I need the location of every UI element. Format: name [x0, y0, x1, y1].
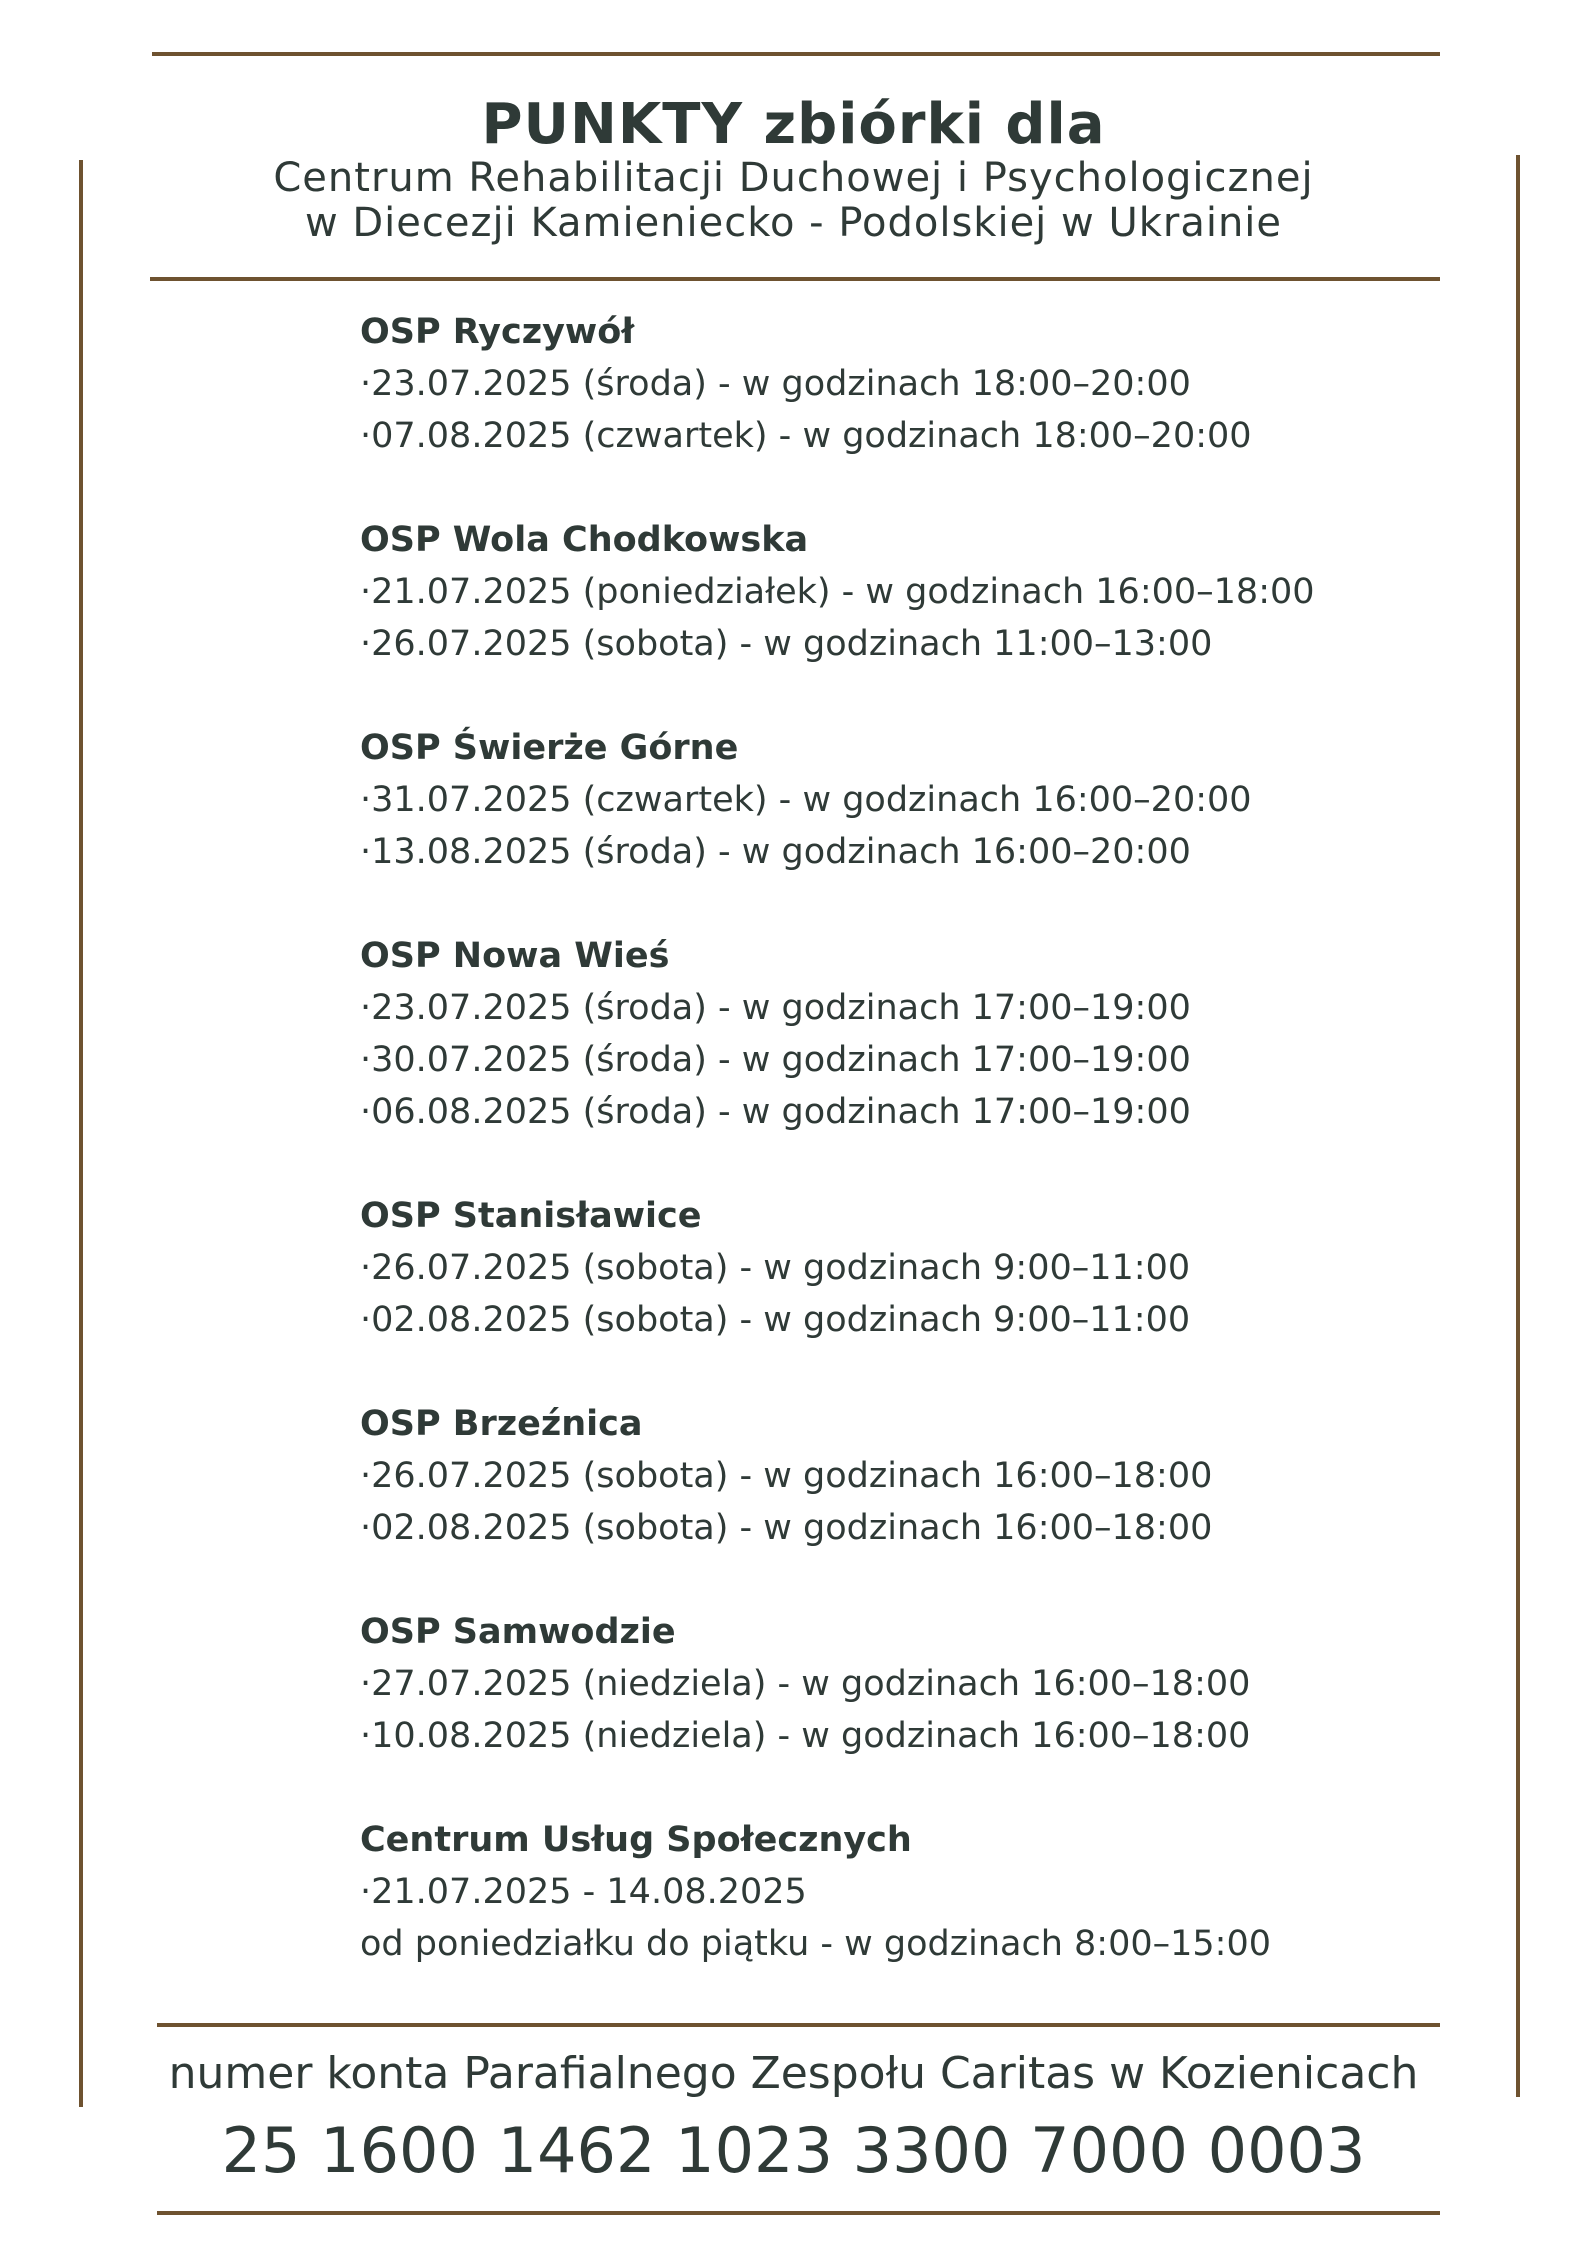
collection-date-line: ·13.08.2025 (środa) - w godzinach 16:00–20:00	[360, 832, 1191, 872]
collection-point-name: OSP Stanisławice	[360, 1196, 702, 1236]
collection-point	[360, 306, 1410, 462]
collection-date-line: od poniedziałku do piątku - w godzinach 8:00–15:00	[360, 1924, 1271, 1964]
header-divider	[150, 277, 1440, 281]
collection-point	[360, 1398, 1410, 1554]
collection-point-name: OSP Wola Chodkowska	[360, 520, 809, 560]
collection-date-line: ·21.07.2025 - 14.08.2025	[360, 1872, 807, 1912]
collection-point-name: OSP Nowa Wieś	[360, 936, 670, 976]
collection-date-line: ·30.07.2025 (środa) - w godzinach 17:00–19:00	[360, 1040, 1191, 1080]
bottom-divider	[157, 2211, 1440, 2215]
collection-points-list	[360, 306, 1410, 1970]
collection-date-line: ·02.08.2025 (sobota) - w godzinach 9:00–11:00	[360, 1300, 1191, 1340]
collection-point-name: OSP Świerże Górne	[360, 728, 739, 768]
collection-point	[360, 1190, 1410, 1346]
account-number: 25 1600 1462 1023 3300 7000 0003	[221, 2114, 1366, 2187]
collection-date-line: ·06.08.2025 (środa) - w godzinach 17:00–19:00	[360, 1092, 1191, 1132]
collection-date-line: ·21.07.2025 (poniedziałek) - w godzinach 16:00–18:00	[360, 572, 1315, 612]
collection-point	[360, 722, 1410, 878]
collection-date-line: ·10.08.2025 (niedziela) - w godzinach 16:00–18:00	[360, 1716, 1251, 1756]
collection-point-name: OSP Ryczywół	[360, 312, 635, 352]
left-border	[79, 160, 83, 2107]
collection-point-name: Centrum Usług Społecznych	[360, 1820, 912, 1860]
footer-divider	[157, 2023, 1440, 2027]
collection-date-line: ·02.08.2025 (sobota) - w godzinach 16:00–18:00	[360, 1508, 1213, 1548]
collection-point-name: OSP Samwodzie	[360, 1612, 676, 1652]
collection-date-line: ·26.07.2025 (sobota) - w godzinach 11:00–13:00	[360, 624, 1213, 664]
collection-date-line: ·31.07.2025 (czwartek) - w godzinach 16:00–20:00	[360, 780, 1252, 820]
collection-date-line: ·26.07.2025 (sobota) - w godzinach 16:00–18:00	[360, 1456, 1213, 1496]
page-title: PUNKTY zbiórki dla	[481, 92, 1106, 157]
collection-date-line: ·23.07.2025 (środa) - w godzinach 17:00–19:00	[360, 988, 1191, 1028]
collection-point	[360, 514, 1410, 670]
right-border	[1516, 155, 1520, 2097]
collection-date-line: ·27.07.2025 (niedziela) - w godzinach 16:00–18:00	[360, 1664, 1251, 1704]
collection-point	[360, 1814, 1410, 1970]
collection-point	[360, 930, 1410, 1138]
subtitle-line-2: w Diecezji Kamieniecko - Podolskiej w Ukrainie	[304, 200, 1283, 246]
collection-point-name: OSP Brzeźnica	[360, 1404, 643, 1444]
subtitle-line-1: Centrum Rehabilitacji Duchowej i Psychologicznej	[273, 155, 1314, 201]
collection-date-line: ·07.08.2025 (czwartek) - w godzinach 18:00–20:00	[360, 416, 1252, 456]
collection-date-line: ·26.07.2025 (sobota) - w godzinach 9:00–11:00	[360, 1248, 1191, 1288]
collection-date-line: ·23.07.2025 (środa) - w godzinach 18:00–20:00	[360, 364, 1191, 404]
collection-point	[360, 1606, 1410, 1762]
top-divider	[152, 52, 1440, 56]
account-label: numer konta Parafialnego Zespołu Caritas w Kozienicach	[168, 2048, 1419, 2099]
